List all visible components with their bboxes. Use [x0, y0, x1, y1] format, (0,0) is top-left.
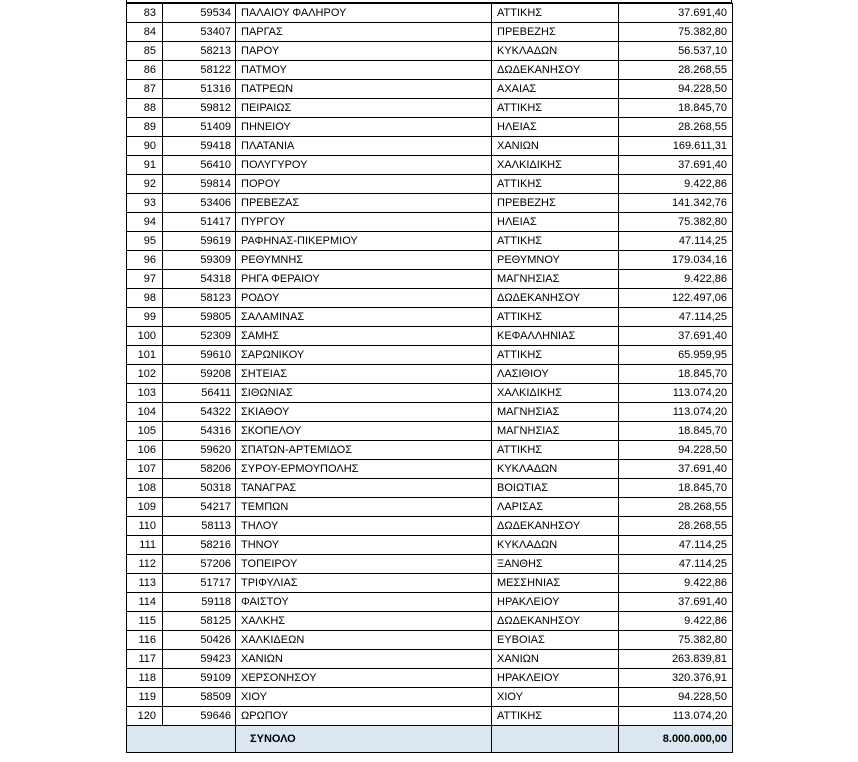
regional-unit: ΞΑΝΘΗΣ: [492, 555, 619, 574]
regional-unit: ΑΧΑΙΑΣ: [492, 80, 619, 99]
table-row: [127, 194, 733, 213]
table-row: [127, 156, 733, 175]
table-row: [127, 669, 733, 688]
row-number: 108: [127, 479, 163, 498]
allocation-amount: 141.342,76: [619, 194, 733, 213]
municipality-code: 59812: [163, 99, 236, 118]
table-row: [127, 137, 733, 156]
allocation-amount: 37.691,40: [619, 460, 733, 479]
table-row: [127, 631, 733, 650]
row-number: 91: [127, 156, 163, 175]
municipality-code: 57206: [163, 555, 236, 574]
total-label: ΣΥΝΟΛΟ: [236, 726, 492, 753]
row-number: 98: [127, 289, 163, 308]
row-number: 85: [127, 42, 163, 61]
municipality-name: ΠΑΤΡΕΩΝ: [236, 80, 492, 99]
allocation-amount: 47.114,25: [619, 555, 733, 574]
regional-unit: ΔΩΔΕΚΑΝΗΣΟΥ: [492, 517, 619, 536]
table-row: [127, 327, 733, 346]
regional-unit: ΜΑΓΝΗΣΙΑΣ: [492, 270, 619, 289]
table-row: [127, 251, 733, 270]
municipality-code: 54316: [163, 422, 236, 441]
allocation-amount: 94.228,50: [619, 80, 733, 99]
municipality-name: ΩΡΩΠΟΥ: [236, 707, 492, 726]
allocation-amount: 47.114,25: [619, 308, 733, 327]
municipality-name: ΡΟΔΟΥ: [236, 289, 492, 308]
municipality-code: 59309: [163, 251, 236, 270]
municipality-name: ΠΡΕΒΕΖΑΣ: [236, 194, 492, 213]
municipality-name: ΣΥΡΟΥ-ΕΡΜΟΥΠΟΛΗΣ: [236, 460, 492, 479]
row-number: 83: [127, 4, 163, 23]
municipality-name: ΣΑΡΩΝΙΚΟΥ: [236, 346, 492, 365]
municipality-name: ΧΑΛΚΙΔΕΩΝ: [236, 631, 492, 650]
municipality-code: 56410: [163, 156, 236, 175]
row-number: 111: [127, 536, 163, 555]
regional-unit: ΗΛΕΙΑΣ: [492, 213, 619, 232]
row-number: 109: [127, 498, 163, 517]
regional-unit: ΔΩΔΕΚΑΝΗΣΟΥ: [492, 289, 619, 308]
table-row: [127, 536, 733, 555]
allocation-amount: 75.382,80: [619, 213, 733, 232]
row-number: 112: [127, 555, 163, 574]
row-number: 84: [127, 23, 163, 42]
table-row: [127, 365, 733, 384]
regional-unit: ΗΡΑΚΛΕΙΟΥ: [492, 669, 619, 688]
allocation-amount: 320.376,91: [619, 669, 733, 688]
municipality-name: ΠΑΡΟΥ: [236, 42, 492, 61]
regional-unit: ΜΕΣΣΗΝΙΑΣ: [492, 574, 619, 593]
regional-unit: ΜΑΓΝΗΣΙΑΣ: [492, 422, 619, 441]
regional-unit: ΑΤΤΙΚΗΣ: [492, 441, 619, 460]
municipality-code: 58509: [163, 688, 236, 707]
row-number: 104: [127, 403, 163, 422]
table-row: [127, 4, 733, 23]
total-empty-cell: [127, 726, 163, 753]
municipality-code: 59109: [163, 669, 236, 688]
table-row: [127, 650, 733, 669]
regional-unit: ΧΙΟΥ: [492, 688, 619, 707]
regional-unit: ΚΥΚΛΑΔΩΝ: [492, 42, 619, 61]
allocation-table-sheet: [126, 0, 732, 753]
municipality-code: 59118: [163, 593, 236, 612]
allocation-amount: 9.422,86: [619, 612, 733, 631]
municipality-code: 58113: [163, 517, 236, 536]
row-number: 100: [127, 327, 163, 346]
municipality-name: ΠΗΝΕΙΟΥ: [236, 118, 492, 137]
regional-unit: ΑΤΤΙΚΗΣ: [492, 707, 619, 726]
row-number: 89: [127, 118, 163, 137]
municipality-name: ΣΑΛΑΜΙΝΑΣ: [236, 308, 492, 327]
municipality-code: 53407: [163, 23, 236, 42]
municipality-code: 59805: [163, 308, 236, 327]
municipality-code: 54217: [163, 498, 236, 517]
row-number: 87: [127, 80, 163, 99]
row-number: 86: [127, 61, 163, 80]
allocation-amount: 113.074,20: [619, 403, 733, 422]
regional-unit: ΠΡΕΒΕΖΗΣ: [492, 23, 619, 42]
allocation-table: [126, 3, 733, 753]
total-empty-cell: [492, 726, 619, 753]
municipality-code: 56411: [163, 384, 236, 403]
allocation-amount: 113.074,20: [619, 707, 733, 726]
municipality-name: ΠΑΛΑΙΟΥ ΦΑΛΗΡΟΥ: [236, 4, 492, 23]
municipality-name: ΤΟΠΕΙΡΟΥ: [236, 555, 492, 574]
total-empty-cell: [163, 726, 236, 753]
table-row: [127, 384, 733, 403]
regional-unit: ΜΑΓΝΗΣΙΑΣ: [492, 403, 619, 422]
municipality-name: ΡΗΓΑ ΦΕΡΑΙΟΥ: [236, 270, 492, 289]
municipality-name: ΤΡΙΦΥΛΙΑΣ: [236, 574, 492, 593]
table-row: [127, 23, 733, 42]
municipality-name: ΠΥΡΓΟΥ: [236, 213, 492, 232]
municipality-name: ΡΕΘΥΜΝΗΣ: [236, 251, 492, 270]
regional-unit: ΑΤΤΙΚΗΣ: [492, 99, 619, 118]
allocation-amount: 37.691,40: [619, 156, 733, 175]
municipality-code: 59610: [163, 346, 236, 365]
municipality-code: 51316: [163, 80, 236, 99]
table-row: [127, 213, 733, 232]
allocation-amount: 169.611,31: [619, 137, 733, 156]
municipality-name: ΧΑΝΙΩΝ: [236, 650, 492, 669]
total-row: [127, 726, 733, 753]
municipality-code: 58122: [163, 61, 236, 80]
regional-unit: ΔΩΔΕΚΑΝΗΣΟΥ: [492, 612, 619, 631]
municipality-code: 58206: [163, 460, 236, 479]
municipality-name: ΠΟΛΥΓΥΡΟΥ: [236, 156, 492, 175]
municipality-name: ΤΗΛΟΥ: [236, 517, 492, 536]
row-number: 118: [127, 669, 163, 688]
regional-unit: ΛΑΣΙΘΙΟΥ: [492, 365, 619, 384]
row-number: 94: [127, 213, 163, 232]
regional-unit: ΑΤΤΙΚΗΣ: [492, 4, 619, 23]
table-row: [127, 441, 733, 460]
row-number: 107: [127, 460, 163, 479]
allocation-amount: 18.845,70: [619, 365, 733, 384]
regional-unit: ΒΟΙΩΤΙΑΣ: [492, 479, 619, 498]
regional-unit: ΧΑΛΚΙΔΙΚΗΣ: [492, 384, 619, 403]
municipality-name: ΠΛΑΤΑΝΙΑ: [236, 137, 492, 156]
allocation-amount: 94.228,50: [619, 688, 733, 707]
allocation-amount: 18.845,70: [619, 422, 733, 441]
allocation-amount: 75.382,80: [619, 631, 733, 650]
regional-unit: ΑΤΤΙΚΗΣ: [492, 175, 619, 194]
regional-unit: ΧΑΝΙΩΝ: [492, 650, 619, 669]
table-row: [127, 593, 733, 612]
regional-unit: ΡΕΘΥΜΝΟΥ: [492, 251, 619, 270]
allocation-amount: 65.959,95: [619, 346, 733, 365]
row-number: 103: [127, 384, 163, 403]
table-row: [127, 460, 733, 479]
row-number: 119: [127, 688, 163, 707]
regional-unit: ΗΛΕΙΑΣ: [492, 118, 619, 137]
allocation-amount: 9.422,86: [619, 175, 733, 194]
row-number: 97: [127, 270, 163, 289]
row-number: 95: [127, 232, 163, 251]
municipality-code: 59619: [163, 232, 236, 251]
table-row: [127, 517, 733, 536]
regional-unit: ΑΤΤΙΚΗΣ: [492, 346, 619, 365]
allocation-amount: 18.845,70: [619, 479, 733, 498]
regional-unit: ΑΤΤΙΚΗΣ: [492, 308, 619, 327]
row-number: 96: [127, 251, 163, 270]
row-number: 90: [127, 137, 163, 156]
municipality-code: 50426: [163, 631, 236, 650]
row-number: 115: [127, 612, 163, 631]
municipality-code: 58125: [163, 612, 236, 631]
regional-unit: ΧΑΛΚΙΔΙΚΗΣ: [492, 156, 619, 175]
allocation-amount: 37.691,40: [619, 327, 733, 346]
municipality-code: 53406: [163, 194, 236, 213]
table-row: [127, 232, 733, 251]
municipality-code: 58216: [163, 536, 236, 555]
total-amount: 8.000.000,00: [619, 726, 733, 753]
allocation-amount: 28.268,55: [619, 118, 733, 137]
municipality-name: ΣΚΟΠΕΛΟΥ: [236, 422, 492, 441]
table-row: [127, 118, 733, 137]
municipality-name: ΦΑΙΣΤΟΥ: [236, 593, 492, 612]
municipality-code: 58213: [163, 42, 236, 61]
municipality-name: ΣΗΤΕΙΑΣ: [236, 365, 492, 384]
allocation-amount: 263.839,81: [619, 650, 733, 669]
municipality-name: ΤΗΝΟΥ: [236, 536, 492, 555]
row-number: 101: [127, 346, 163, 365]
municipality-code: 59208: [163, 365, 236, 384]
table-row: [127, 574, 733, 593]
allocation-amount: 28.268,55: [619, 498, 733, 517]
municipality-name: ΣΙΘΩΝΙΑΣ: [236, 384, 492, 403]
table-row: [127, 612, 733, 631]
row-number: 120: [127, 707, 163, 726]
table-row: [127, 61, 733, 80]
row-number: 114: [127, 593, 163, 612]
regional-unit: ΗΡΑΚΛΕΙΟΥ: [492, 593, 619, 612]
municipality-name: ΣΚΙΑΘΟΥ: [236, 403, 492, 422]
regional-unit: ΑΤΤΙΚΗΣ: [492, 232, 619, 251]
municipality-code: 59646: [163, 707, 236, 726]
table-row: [127, 707, 733, 726]
table-row: [127, 555, 733, 574]
allocation-amount: 113.074,20: [619, 384, 733, 403]
municipality-name: ΠΑΤΜΟΥ: [236, 61, 492, 80]
municipality-code: 59814: [163, 175, 236, 194]
municipality-code: 50318: [163, 479, 236, 498]
regional-unit: ΚΥΚΛΑΔΩΝ: [492, 460, 619, 479]
regional-unit: ΛΑΡΙΣΑΣ: [492, 498, 619, 517]
municipality-code: 51409: [163, 118, 236, 137]
table-row: [127, 498, 733, 517]
regional-unit: ΔΩΔΕΚΑΝΗΣΟΥ: [492, 61, 619, 80]
municipality-name: ΣΠΑΤΩΝ-ΑΡΤΕΜΙΔΟΣ: [236, 441, 492, 460]
allocation-amount: 47.114,25: [619, 536, 733, 555]
municipality-code: 59534: [163, 4, 236, 23]
allocation-amount: 28.268,55: [619, 61, 733, 80]
allocation-amount: 94.228,50: [619, 441, 733, 460]
row-number: 88: [127, 99, 163, 118]
table-row: [127, 99, 733, 118]
allocation-amount: 9.422,86: [619, 270, 733, 289]
row-number: 117: [127, 650, 163, 669]
row-number: 102: [127, 365, 163, 384]
table-row: [127, 80, 733, 99]
table-row: [127, 289, 733, 308]
table-row: [127, 479, 733, 498]
row-number: 99: [127, 308, 163, 327]
regional-unit: ΚΕΦΑΛΛΗΝΙΑΣ: [492, 327, 619, 346]
municipality-name: ΤΑΝΑΓΡΑΣ: [236, 479, 492, 498]
municipality-code: 51417: [163, 213, 236, 232]
municipality-code: 59620: [163, 441, 236, 460]
allocation-amount: 75.382,80: [619, 23, 733, 42]
municipality-name: ΤΕΜΠΩΝ: [236, 498, 492, 517]
table-row: [127, 42, 733, 61]
table-row: [127, 403, 733, 422]
municipality-name: ΠΕΙΡΑΙΩΣ: [236, 99, 492, 118]
municipality-name: ΧΑΛΚΗΣ: [236, 612, 492, 631]
regional-unit: ΧΑΝΙΩΝ: [492, 137, 619, 156]
row-number: 93: [127, 194, 163, 213]
row-number: 106: [127, 441, 163, 460]
row-number: 105: [127, 422, 163, 441]
municipality-name: ΠΟΡΟΥ: [236, 175, 492, 194]
municipality-name: ΧΕΡΣΟΝΗΣΟΥ: [236, 669, 492, 688]
regional-unit: ΕΥΒΟΙΑΣ: [492, 631, 619, 650]
table-row: [127, 175, 733, 194]
allocation-amount: 28.268,55: [619, 517, 733, 536]
table-row: [127, 308, 733, 327]
municipality-code: 51717: [163, 574, 236, 593]
municipality-name: ΠΑΡΓΑΣ: [236, 23, 492, 42]
allocation-amount: 18.845,70: [619, 99, 733, 118]
table-row: [127, 422, 733, 441]
allocation-amount: 179.034,16: [619, 251, 733, 270]
allocation-amount: 122.497,06: [619, 289, 733, 308]
municipality-code: 54322: [163, 403, 236, 422]
allocation-amount: 37.691,40: [619, 4, 733, 23]
municipality-code: 52309: [163, 327, 236, 346]
municipality-code: 58123: [163, 289, 236, 308]
allocation-amount: 9.422,86: [619, 574, 733, 593]
row-number: 113: [127, 574, 163, 593]
row-number: 110: [127, 517, 163, 536]
allocation-amount: 37.691,40: [619, 593, 733, 612]
municipality-code: 54318: [163, 270, 236, 289]
table-body: [127, 4, 733, 726]
municipality-code: 59418: [163, 137, 236, 156]
allocation-amount: 56.537,10: [619, 42, 733, 61]
municipality-name: ΧΙΟΥ: [236, 688, 492, 707]
municipality-code: 59423: [163, 650, 236, 669]
municipality-name: ΣΑΜΗΣ: [236, 327, 492, 346]
row-number: 92: [127, 175, 163, 194]
table-row: [127, 688, 733, 707]
table-row: [127, 346, 733, 365]
allocation-amount: 47.114,25: [619, 232, 733, 251]
regional-unit: ΚΥΚΛΑΔΩΝ: [492, 536, 619, 555]
table-row: [127, 270, 733, 289]
regional-unit: ΠΡΕΒΕΖΗΣ: [492, 194, 619, 213]
municipality-name: ΡΑΦΗΝΑΣ-ΠΙΚΕΡΜΙΟΥ: [236, 232, 492, 251]
row-number: 116: [127, 631, 163, 650]
